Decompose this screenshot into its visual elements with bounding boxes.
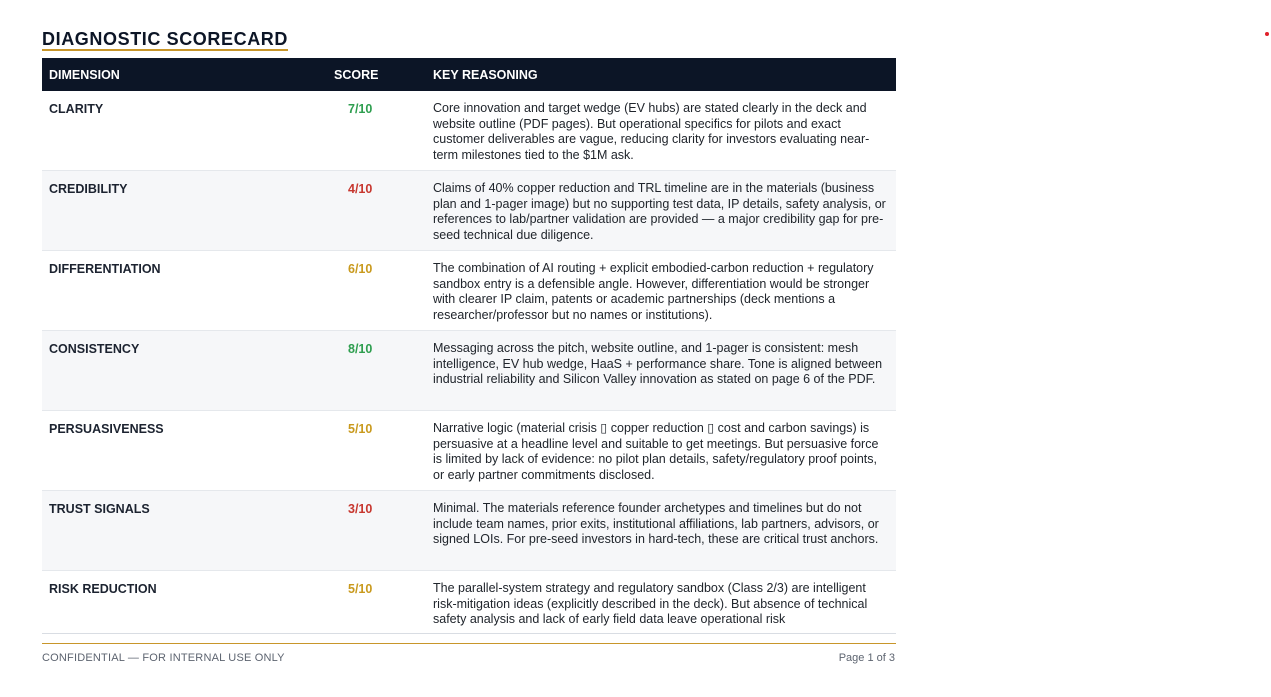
table-header — [42, 58, 896, 91]
row-dimension: CONSISTENCY — [49, 342, 140, 356]
row-dimension: PERSUASIVENESS — [49, 422, 164, 436]
row-reasoning: Minimal. The materials reference founder archetypes and timelines but do not include team names, prior exits, institutional affiliations, lab partners, advisors, or signed LOIs. For pre-seed investors in hard-tech, these are critical trust anchors. — [433, 501, 879, 547]
confidential-notice: CONFIDENTIAL — FOR INTERNAL USE ONLY — [42, 652, 285, 664]
footer-divider — [42, 643, 896, 644]
row-reasoning: Narrative logic (material crisis ▯ copper reduction ▯ cost and carbon savings) is persuasive at a headline level and suitable to get meetings. But persuasive force is limited by lack of evidence: no pilot plan details, safety/regulatory proof points, or early partner commitments disclosed. — [433, 421, 879, 482]
row-dimension: CLARITY — [49, 102, 104, 116]
row-score: 5/10 — [348, 422, 373, 436]
table-row — [42, 91, 896, 171]
row-reasoning: The combination of AI routing + explicit embodied-carbon reduction + regulatory sandbox entry is a defensible angle. However, differentiation would be stronger with clearer IP claim, patents or academic partnerships (deck mentions a researcher/professor but no names or institutions). — [433, 261, 874, 322]
scorecard-page — [42, 0, 896, 697]
page-title: DIAGNOSTIC SCORECARD — [42, 29, 289, 49]
row-score: 3/10 — [348, 502, 373, 516]
row-dimension: DIFFERENTIATION — [49, 262, 161, 276]
row-score: 5/10 — [348, 582, 373, 596]
row-score: 7/10 — [348, 102, 373, 116]
row-reasoning: Claims of 40% copper reduction and TRL timeline are in the materials (business plan and 1-pager image) but no supporting test data, IP details, safety analysis, or references to lab/partner validation are provided — a major credibility gap for pre-seed technical due diligence. — [433, 181, 886, 242]
table-row — [42, 251, 896, 331]
row-reasoning: Core innovation and target wedge (EV hubs) are stated clearly in the deck and website outline (PDF pages). But operational specifics for pilots and exact customer deliverables are vague, reducing clarity for investors evaluating near-term milestones tied to the $1M ask. — [433, 101, 870, 162]
row-score: 4/10 — [348, 182, 373, 196]
table-row — [42, 571, 896, 634]
row-dimension: CREDIBILITY — [49, 182, 128, 196]
row-score: 6/10 — [348, 262, 373, 276]
row-score: 8/10 — [348, 342, 373, 356]
page-number: Page 1 of 3 — [838, 652, 895, 664]
scorecard-table — [42, 58, 896, 634]
header-reasoning: KEY REASONING — [433, 68, 538, 82]
row-dimension: TRUST SIGNALS — [49, 502, 150, 516]
table-row — [42, 331, 896, 411]
table-row — [42, 171, 896, 251]
header-dimension: DIMENSION — [49, 68, 120, 82]
row-reasoning: The parallel-system strategy and regulatory sandbox (Class 2/3) are intelligent risk-mitigation ideas (explicitly described in the deck). But absence of technical safety analysis and lack of early field data leave operational risk — [433, 581, 868, 627]
table-row — [42, 491, 896, 571]
row-dimension: RISK REDUCTION — [49, 582, 157, 596]
table-row — [42, 411, 896, 491]
marker-dot — [1265, 32, 1269, 36]
row-reasoning: Messaging across the pitch, website outline, and 1-pager is consistent: mesh intelligence, EV hub wedge, HaaS + performance share. Tone is aligned between industrial reliability and Silicon Valley innovation as stated on page 6 of the PDF. — [433, 341, 883, 387]
header-score: SCORE — [334, 68, 379, 82]
